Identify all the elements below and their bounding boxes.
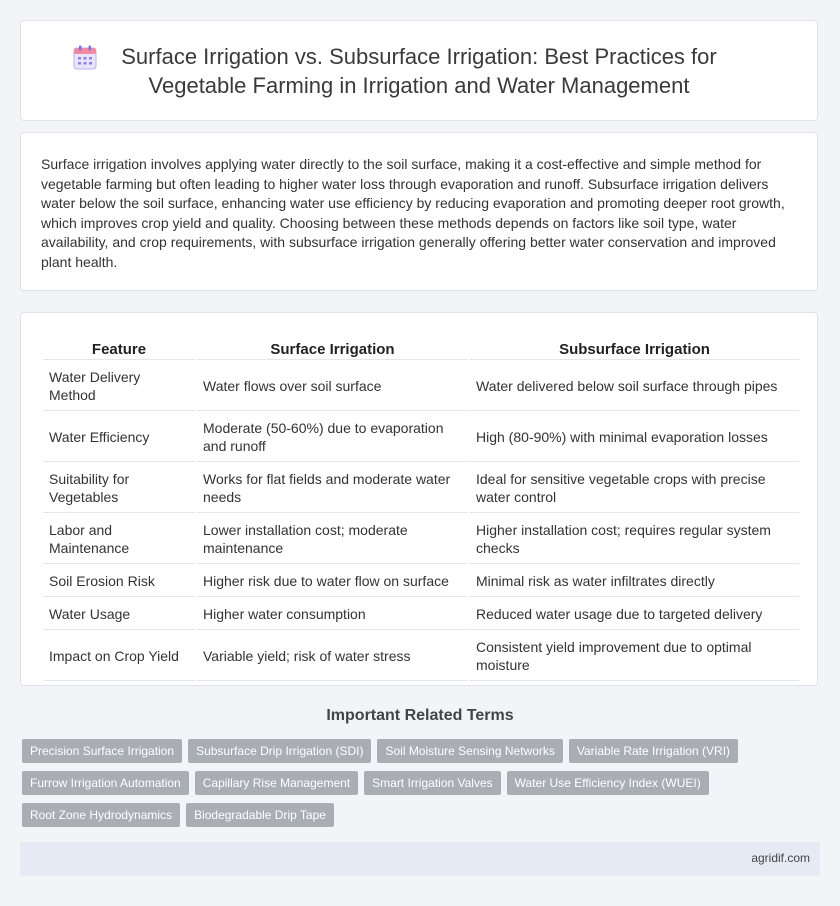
subsurface-cell: Higher installation cost; requires regular system checks <box>470 515 799 564</box>
header-feature: Feature <box>43 335 195 360</box>
surface-cell: Lower installation cost; moderate maintenance <box>197 515 468 564</box>
header-surface: Surface Irrigation <box>197 335 468 360</box>
surface-cell: Higher water consumption <box>197 599 468 630</box>
footer <box>20 842 820 876</box>
title-card <box>20 20 818 121</box>
table-row <box>43 515 799 564</box>
table-header-row <box>43 335 799 360</box>
feature-cell: Soil Erosion Risk <box>43 566 195 597</box>
table-row <box>43 464 799 513</box>
subsurface-cell: Minimal risk as water infiltrates directly <box>470 566 799 597</box>
comparison-table <box>41 333 801 683</box>
feature-cell: Impact on Crop Yield <box>43 632 195 681</box>
feature-cell: Suitability for Vegetables <box>43 464 195 513</box>
related-term-tag[interactable]: Root Zone Hydrodynamics <box>22 803 180 827</box>
page-title: Surface Irrigation vs. Subsurface Irrigation: Best Practices for Vegetable Farming in Irrigation and Water Management <box>121 43 717 98</box>
related-term-tag[interactable]: Water Use Efficiency Index (WUEI) <box>507 771 709 795</box>
related-terms-title: Important Related Terms <box>326 707 514 724</box>
related-term-tag[interactable]: Biodegradable Drip Tape <box>186 803 334 827</box>
table-row <box>43 599 799 630</box>
subsurface-cell: Ideal for sensitive vegetable crops with precise water control <box>470 464 799 513</box>
related-terms-list <box>22 739 782 827</box>
subsurface-cell: Reduced water usage due to targeted delivery <box>470 599 799 630</box>
footer-site-link[interactable]: agridif.com <box>751 851 810 865</box>
table-row <box>43 566 799 597</box>
related-term-tag[interactable]: Soil Moisture Sensing Networks <box>377 739 562 763</box>
surface-cell: Higher risk due to water flow on surface <box>197 566 468 597</box>
subsurface-cell: Water delivered below soil surface through pipes <box>470 362 799 411</box>
subsurface-cell: High (80-90%) with minimal evaporation losses <box>470 413 799 462</box>
feature-cell: Labor and Maintenance <box>43 515 195 564</box>
surface-cell: Moderate (50-60%) due to evaporation and runoff <box>197 413 468 462</box>
feature-cell: Water Efficiency <box>43 413 195 462</box>
comparison-table-card <box>20 312 818 686</box>
header-subsurface: Subsurface Irrigation <box>470 335 799 360</box>
table-row <box>43 413 799 462</box>
subsurface-cell: Consistent yield improvement due to optimal moisture <box>470 632 799 681</box>
surface-cell: Water flows over soil surface <box>197 362 468 411</box>
related-term-tag[interactable]: Smart Irrigation Valves <box>364 771 501 795</box>
feature-cell: Water Delivery Method <box>43 362 195 411</box>
related-term-tag[interactable]: Precision Surface Irrigation <box>22 739 182 763</box>
surface-cell: Works for flat fields and moderate water needs <box>197 464 468 513</box>
table-row <box>43 632 799 681</box>
intro-card <box>20 132 818 291</box>
related-term-tag[interactable]: Furrow Irrigation Automation <box>22 771 189 795</box>
table-row <box>43 362 799 411</box>
related-term-tag[interactable]: Variable Rate Irrigation (VRI) <box>569 739 738 763</box>
related-term-tag[interactable]: Capillary Rise Management <box>195 771 358 795</box>
surface-cell: Variable yield; risk of water stress <box>197 632 468 681</box>
feature-cell: Water Usage <box>43 599 195 630</box>
related-term-tag[interactable]: Subsurface Drip Irrigation (SDI) <box>188 739 371 763</box>
intro-paragraph: Surface irrigation involves applying water directly to the soil surface, making it a cost-effective and simple method for vegetable farming but often leading to higher water loss through evaporation and runoff. Subsurface irrigation delivers water below the soil surface, enhancing water use efficiency by reducing evaporation and promoting deeper root growth, which improves crop yield and quality. Choosing between these methods depends on factors like soil type, water availability, and crop requirements, with subsurface irrigation generally offering better water conservation and improved plant health. <box>41 156 785 270</box>
